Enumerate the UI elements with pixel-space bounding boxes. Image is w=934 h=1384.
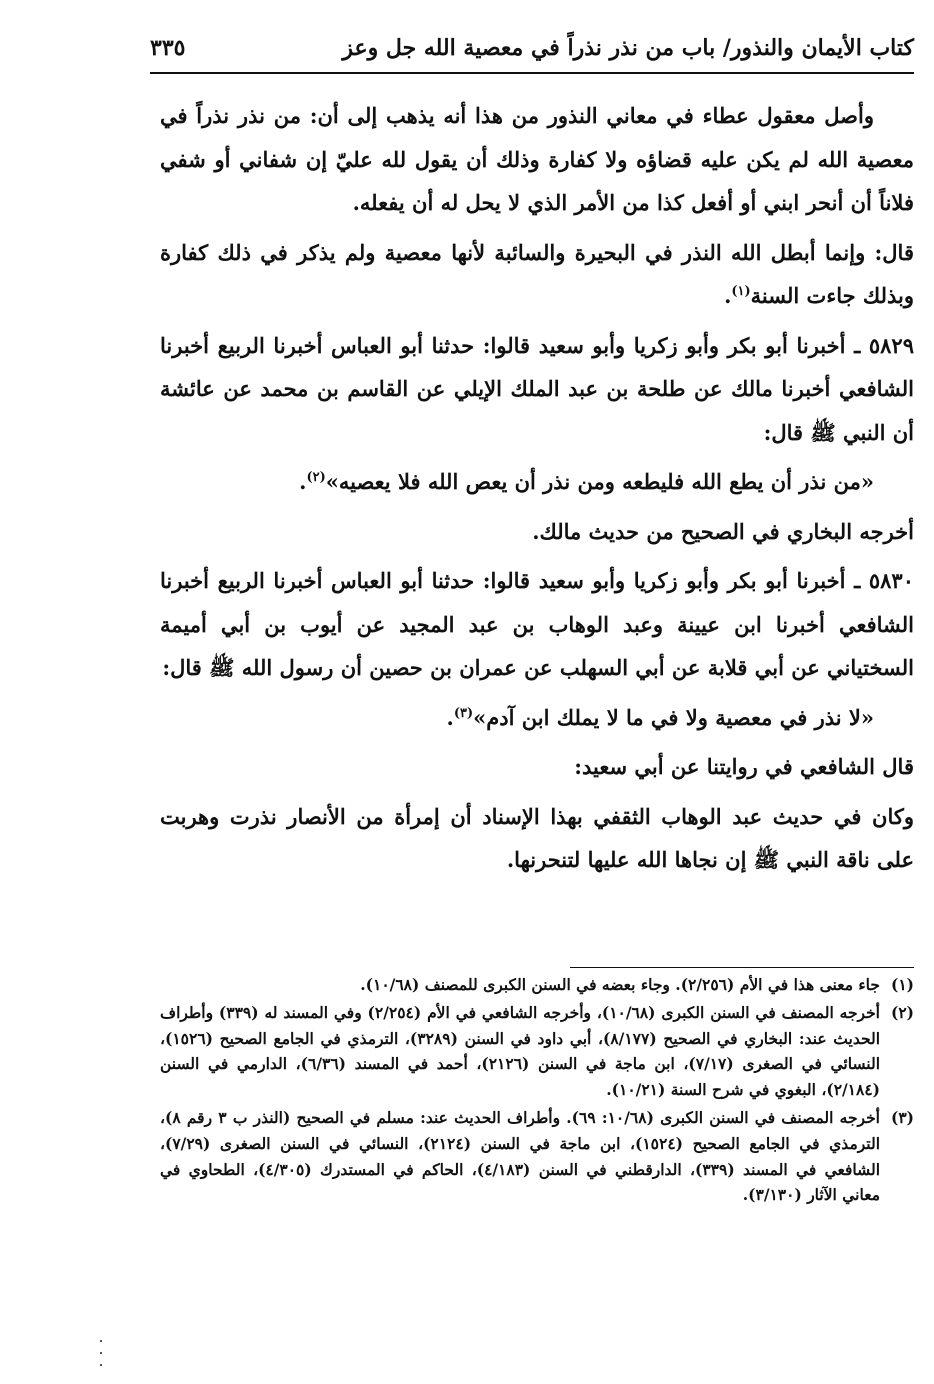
main-text [160,94,914,888]
paragraph-bahira [160,231,914,318]
page-number: ٣٣٥ [150,35,186,61]
running-header [150,22,914,74]
hadith-5830 [160,559,914,690]
footnote-2 [160,1000,914,1103]
footnote-divider [570,967,914,968]
footnote-text: أخرجه المصنف في السنن الكبرى (١٠/٦٨)، وأخرجه الشافعي في الأم (٢/٢٥٤) وفي المسند له (٣٣٩) وأطراف الحديث عند: البخاري في الصحيح (٨/١٧٧)، أبي داود في السنن (٣٢٨٩)، الترمذي في الجامع الصحيح (١٥٢٦)، النسائي في الصغرى (٧/١٧)، ابن ماجة في السنن (٢١٢٦)، أحمد في المسند (٦/٣٦)، الدارمي في السنن (٢/١٨٤)، البغوي في شرح السنة (١٠/٢١). [160,1002,881,1100]
footnote-ref: (١) [731,284,751,299]
hadith-quote-1 [160,460,914,504]
header-divider [150,72,914,74]
paragraph-text: وكان في حديث عبد الوهاب الثقفي بهذا الإسناد أن إمرأة من الأنصار نذرت وهربت على ناقة النبي ﷺ إن نجاها الله عليها لتنحرنها. [160,803,914,872]
scan-specks [96,1340,102,1380]
paragraph-thaqafi [160,795,914,882]
paragraph-text: قال: وإنما أبطل الله النذر في البحيرة والسائبة لأنها معصية ولم يذكر في ذلك كفارة وبذلك جاءت السنة [160,239,914,308]
paragraph-ata [160,94,914,225]
quote-end: . [299,469,307,494]
speck [100,1364,102,1366]
footnote-ref: (٢) [306,470,326,485]
paragraph-text: قال الشافعي في روايتنا عن أبي سعيد: [574,754,914,779]
quote-text: «من نذر أن يطع الله فليطعه ومن نذر أن يعص الله فلا يعصيه» [325,469,874,494]
bukhari-note [160,510,914,554]
hadith-number: ٥٨٣٠ ـ [854,568,914,593]
shafii-note [160,745,914,789]
paragraph-text: وأصل معقول عطاء في معاني النذور من هذا أنه يذهب إلى أن: من نذر نذراً في معصية الله لم يكن عليه قضاؤه ولا كفارة وذلك أن يقول لله عليّ إن شفاني أو شفي فلاناً أن أنحر ابني أو أفعل كذا من الأمر الذي لا يحل له أن يفعله. [160,103,914,215]
hadith-isnad: أخبرنا أبو بكر وأبو زكريا وأبو سعيد قالوا: حدثنا أبو العباس أخبرنا الربيع أخبرنا الشافعي أخبرنا ابن عيينة وعبد الوهاب بن عبد المجيد عن أيوب بن أبي أميمة السختياني عن أبي قلابة عن أبي السهلب عن عمران بن حصين أن رسول الله ﷺ قال: [160,568,914,680]
paragraph-text: أخرجه البخاري في الصحيح من حديث مالك. [532,518,914,544]
footnote-number: (٢) [890,1002,914,1022]
footnotes [160,972,914,1210]
footnote-3 [160,1105,914,1208]
footnote-number: (١) [890,975,914,994]
footnote-text: أخرجه المصنف في السنن الكبرى (١٠/٦٨: ٦٩). وأطراف الحديث عند: مسلم في الصحيح (النذر ب ٣ رقم ٨)، الترمذي في الجامع الصحيح (١٥٢٤)، ابن ماجة في السنن (٢١٢٤)، النسائي في السنن الصغرى (٧/٢٩)، الشافعي في المسند (٣٣٩)، الدارقطني في السنن (٤/١٨٣)، الحاكم في المستدرك (٤/٣٠٥)، الطحاوي في معاني الآثار (٣/١٣٠). [160,1107,881,1205]
header-title: كتاب الأيمان والنذور/ باب من نذر نذراً في معصية الله جل وعز [342,35,914,61]
quote-text: «لا نذر في معصية ولا في ما لا يملك ابن آدم» [473,704,874,730]
speck [100,1340,102,1342]
speck [100,1352,102,1354]
footnote-number: (٣) [890,1107,914,1127]
quote-end: . [446,704,454,730]
footnote-text: جاء معنى هذا في الأم (٢/٢٥٦). وجاء بعضه في السنن الكبرى للمصنف (١٠/٦٨). [360,975,880,994]
hadith-isnad: أخبرنا أبو بكر وأبو زكريا وأبو سعيد قالوا: حدثنا أبو العباس أخبرنا الربيع أخبرنا الشافعي أخبرنا مالك عن طلحة بن عبد الملك الإيلي عن القاسم بن محمد عن عائشة أن النبي ﷺ قال: [160,332,914,445]
footnote-1 [160,972,914,998]
hadith-5829 [160,324,914,455]
footnote-ref: (٣) [453,705,474,721]
paragraph-end: . [724,283,732,308]
hadith-number: ٥٨٢٩ ـ [854,332,914,358]
hadith-quote-2 [160,696,914,740]
